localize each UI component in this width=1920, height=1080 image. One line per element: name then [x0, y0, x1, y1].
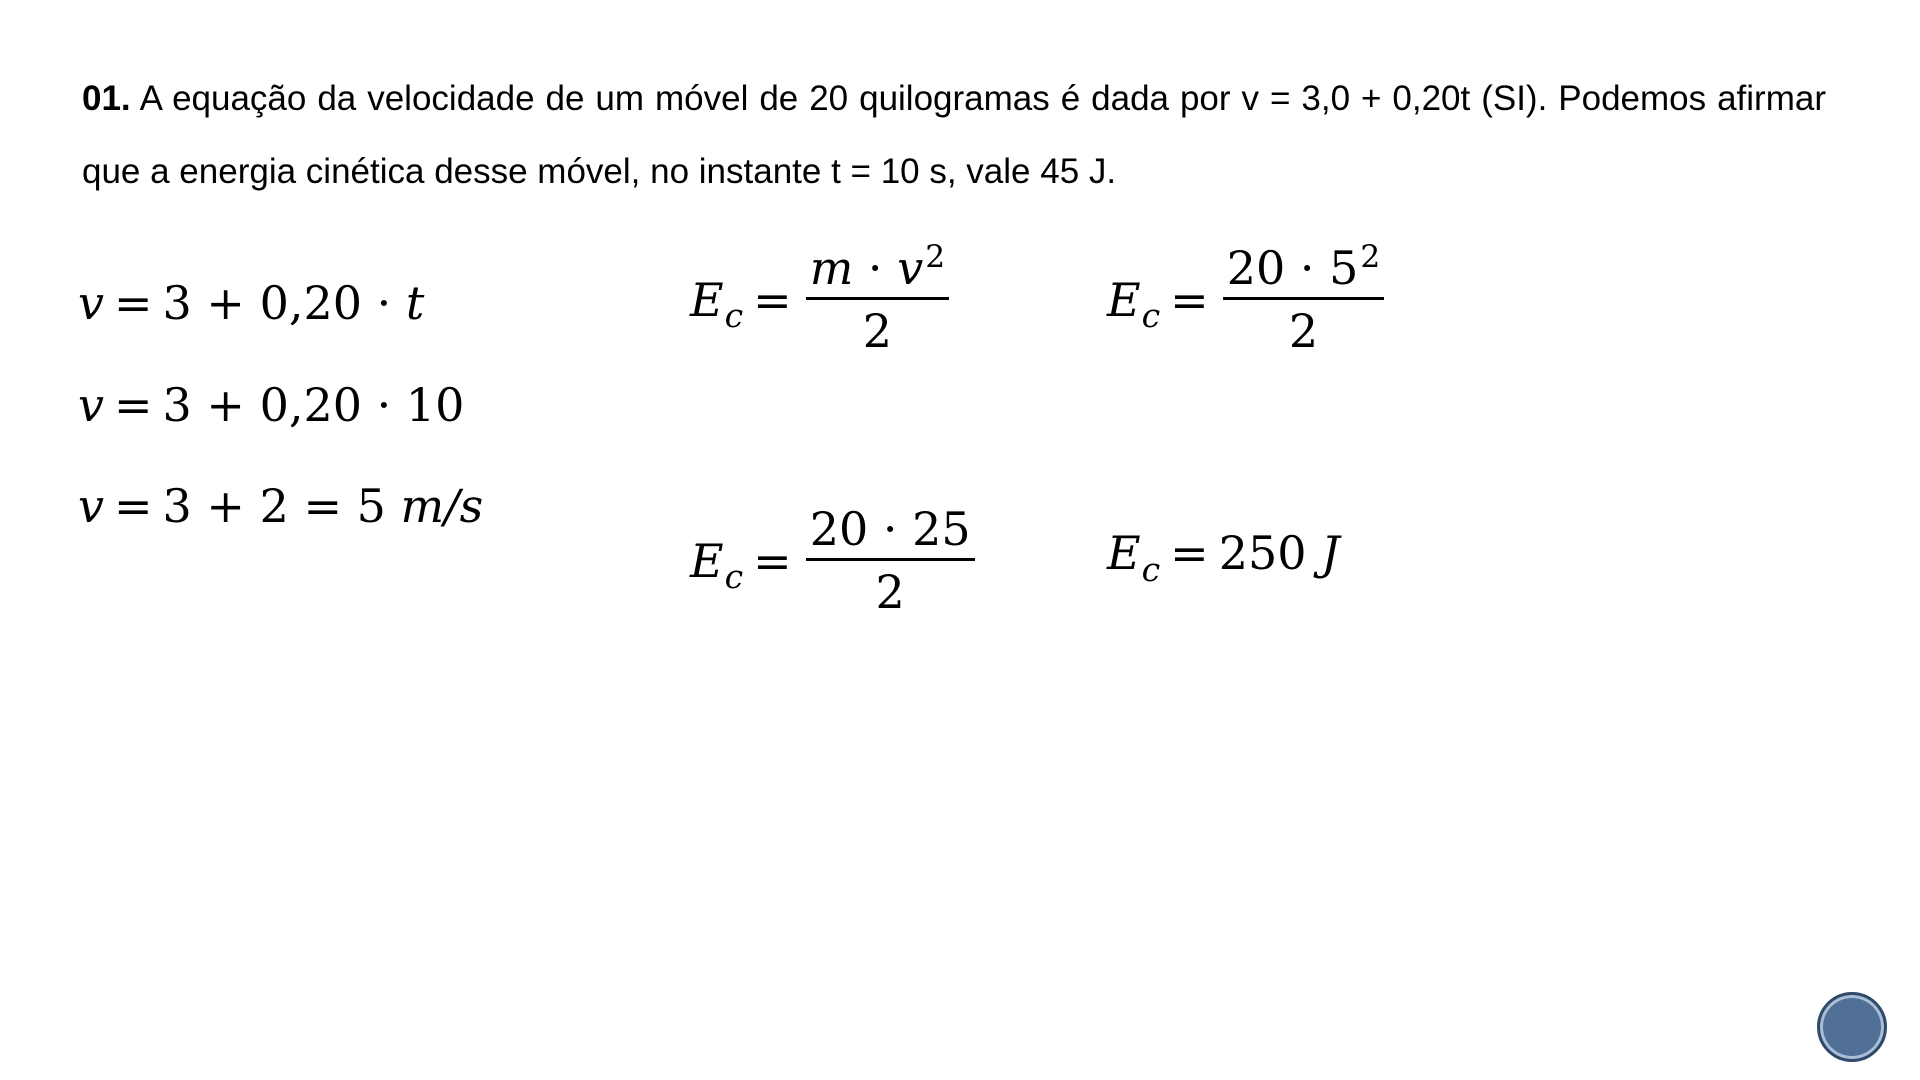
formula-fraction: $\frac{m \cdot v^2}{2}$ [806, 245, 949, 354]
kinetic-energy-substitution: $E_c$ = $\frac{20 \cdot 5^2}{2}$ [1107, 245, 1384, 354]
kinetic-energy-formula: $E_c$ = $\frac{m \cdot v^2}{2}$ [690, 245, 949, 354]
energy-symbol: $E_c$ [1107, 526, 1161, 589]
question-statement [82, 62, 1826, 208]
kinetic-energy-simplified: $E_c$ = $\frac{20 \cdot 25}{2}$ [690, 506, 975, 615]
velocity-step-1: v = 3 + 0,20 · t [78, 276, 425, 330]
question-text: A equação da velocidade de um móvel de 20 quilogramas é dada por v = 3,0 + 0,20t (SI). Podemos afirmar que a energia cinética desse móvel, no instante t = 10 s, vale 45 J. [82, 79, 1826, 191]
velocity-step-3: v = 3 + 2 = 5 m/s [78, 479, 484, 533]
energy-symbol: $E_c$ [690, 533, 744, 597]
kinetic-energy-result: $E_c = 250$ J [1107, 526, 1340, 589]
velocity-step-2: v = 3 + 0,20 · 10 [78, 378, 465, 432]
simplified-fraction: $\frac{20 \cdot 25}{2}$ [806, 506, 975, 615]
energy-symbol: $E_c$ [1107, 272, 1161, 336]
substitution-fraction: $\frac{20 \cdot 5^2}{2}$ [1223, 245, 1385, 354]
energy-symbol: $E_c$ [690, 272, 744, 336]
question-number: 01. [82, 79, 131, 118]
slide-nav-circle-icon[interactable] [1817, 992, 1887, 1062]
